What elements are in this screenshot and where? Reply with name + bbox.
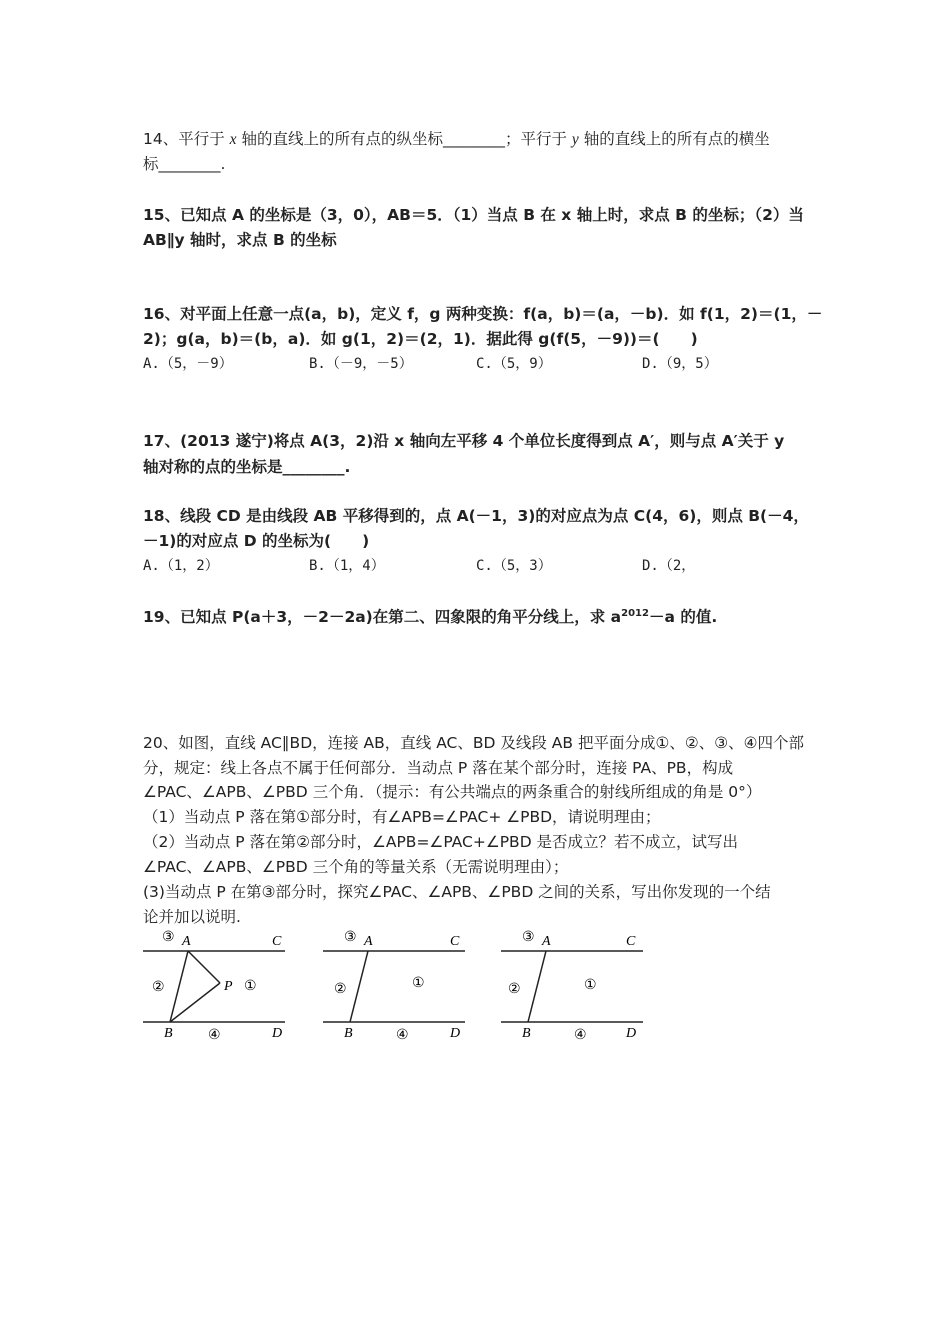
q14-line2: 标________. bbox=[143, 155, 226, 173]
q16-line2: 2)；g(a，b)＝(b，a)．如 g(1，2)＝(2，1)．据此得 g(f(5，－9))＝( ) bbox=[143, 330, 698, 348]
figure-3 bbox=[498, 925, 648, 1045]
q18-line1: 18、线段 CD 是由线段 AB 平移得到的，点 A(－1，3)的对应点为点 C(4，6)，则点 B(－4， bbox=[143, 507, 809, 525]
q16-choice-a: A.（5，－9） bbox=[143, 356, 233, 372]
point-c-label: C bbox=[450, 934, 460, 949]
point-a-label: A bbox=[182, 934, 191, 949]
point-c-label: C bbox=[272, 934, 282, 949]
point-a-label: A bbox=[542, 934, 551, 949]
segment-ab bbox=[528, 951, 546, 1022]
q20-line7: (3)当动点 P 在第③部分时，探究∠PAC、∠APB、∠PBD 之间的关系，写出你发现的一个结 bbox=[143, 883, 771, 901]
point-b-label: B bbox=[522, 1026, 531, 1041]
region-2-label: ② bbox=[334, 982, 347, 997]
q17-line1: 17、(2013 遂宁)将点 A(3，2)沿 x 轴向左平移 4 个单位长度得到点 A′，则与点 A′关于 y bbox=[143, 432, 785, 450]
region-1-label: ① bbox=[584, 978, 597, 993]
q20-line5: （2）当动点 P 落在第②部分时，∠APB=∠PAC+∠PBD 是否成立？若不成立，试写出 bbox=[143, 833, 739, 851]
q14-line1: 14、平行于 x 轴的直线上的所有点的纵坐标________；平行于 y 轴的直线上的所有点的横坐 bbox=[143, 130, 770, 148]
q19-exponent: 2012 bbox=[621, 607, 649, 619]
segment-ab bbox=[350, 951, 368, 1022]
point-p-label: P bbox=[224, 979, 233, 994]
q20-line1: 20、如图，直线 AC∥BD，连接 AB，直线 AC、BD 及线段 AB 把平面分成①、②、③、④四个部 bbox=[143, 734, 805, 752]
region-3-label: ③ bbox=[344, 930, 357, 945]
region-4-label: ④ bbox=[396, 1028, 409, 1043]
q18-choice-c: C.（5，3） bbox=[476, 558, 552, 574]
figure-1 bbox=[140, 925, 290, 1045]
q20-line3: ∠PAC、∠APB、∠PBD 三个角．（提示：有公共端点的两条重合的射线所组成的角是 0°） bbox=[143, 783, 762, 801]
region-1-label: ① bbox=[244, 979, 257, 994]
point-d-label: D bbox=[626, 1026, 637, 1041]
region-2-label: ② bbox=[152, 980, 165, 995]
q18-choice-b: B.（1，4） bbox=[309, 558, 385, 574]
q15-line2: AB∥y 轴时，求点 B 的坐标 bbox=[143, 231, 337, 249]
region-1-label: ① bbox=[412, 976, 425, 991]
segment-pb bbox=[170, 983, 220, 1022]
region-2-label: ② bbox=[508, 982, 521, 997]
q18-line2: －1)的对应点 D 的坐标为( ) bbox=[143, 532, 370, 550]
region-3-label: ③ bbox=[522, 930, 535, 945]
point-c-label: C bbox=[626, 934, 636, 949]
q16-choice-c: C.（5，9） bbox=[476, 356, 552, 372]
point-a-label: A bbox=[364, 934, 373, 949]
region-3-label: ③ bbox=[162, 930, 175, 945]
region-4-label: ④ bbox=[574, 1028, 587, 1043]
q18-choice-d: D.（2， bbox=[642, 558, 696, 574]
q20-line6: ∠PAC、∠APB、∠PBD 三个角的等量关系（无需说明理由）； bbox=[143, 858, 569, 876]
figure-2 bbox=[320, 925, 470, 1045]
segment-pa bbox=[188, 951, 220, 983]
segment-ab bbox=[170, 951, 188, 1022]
q14-var-x: x bbox=[229, 131, 237, 148]
point-b-label: B bbox=[344, 1026, 353, 1041]
q16-choice-d: D.（9，5） bbox=[642, 356, 718, 372]
q16-choice-b: B.（－9，－5） bbox=[309, 356, 413, 372]
q16-line1: 16、对平面上任意一点(a，b)，定义 f，g 两种变换：f(a，b)＝(a，－b)．如 f(1，2)＝(1，－ bbox=[143, 305, 823, 323]
point-d-label: D bbox=[450, 1026, 461, 1041]
q17-line2: 轴对称的点的坐标是________. bbox=[143, 458, 351, 476]
q20-line2: 分，规定：线上各点不属于任何部分．当动点 P 落在某个部分时，连接 PA、PB，构成 bbox=[143, 759, 734, 777]
q15-line1: 15、已知点 A 的坐标是（3，0），AB＝5．（1）当点 B 在 x 轴上时，求点 B 的坐标；（2）当 bbox=[143, 206, 804, 224]
q18-choice-a: A.（1，2） bbox=[143, 558, 219, 574]
q20-line8: 论并加以说明. bbox=[143, 908, 241, 926]
region-4-label: ④ bbox=[208, 1028, 221, 1043]
point-b-label: B bbox=[164, 1026, 173, 1041]
q19-line: 19、已知点 P(a＋3，－2－2a)在第二、四象限的角平分线上，求 $a^{2012}-a$ 的值. bbox=[143, 607, 718, 626]
point-d-label: D bbox=[272, 1026, 283, 1041]
q20-line4: （1）当动点 P 落在第①部分时，有∠APB=∠PAC+ ∠PBD，请说明理由； bbox=[143, 808, 661, 826]
q14-var-y: y bbox=[571, 131, 579, 148]
